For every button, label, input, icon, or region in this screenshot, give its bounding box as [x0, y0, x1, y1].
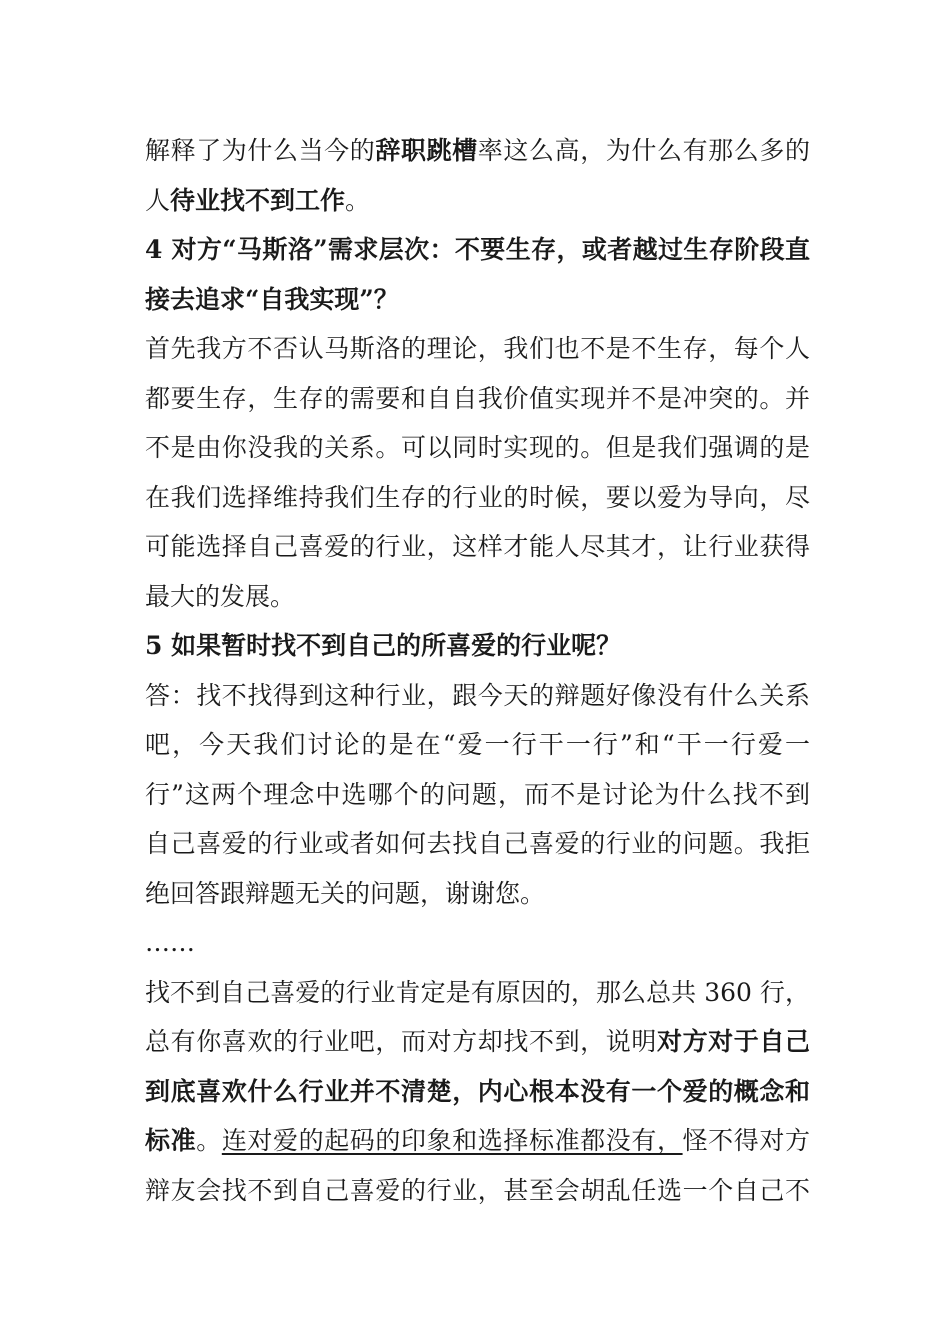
paragraph-line: 辩友会找不到自己喜爱的行业，甚至会胡乱任选一个自己不	[145, 1175, 810, 1205]
text-run: 解释了为什么当今的	[145, 136, 376, 165]
paragraph-line: 找不到自己喜爱的行业肯定是有原因的，那么总共 360 行，	[145, 977, 810, 1007]
answer-4-line: 在我们选择维持我们生存的行业的时候，要以爱为导向，尽	[145, 482, 810, 512]
answer-5-line: 绝回答跟辩题无关的问题，谢谢您。	[145, 878, 546, 908]
answer-5-line: 吧，今天我们讨论的是在“爱一行干一行”和“干一行爱一	[145, 730, 810, 759]
paragraph-line	[145, 126, 810, 176]
answer-4-line: 首先我方不否认马斯洛的理论，我们也不是不生存，每个人	[145, 334, 810, 363]
text-run: 人	[145, 185, 171, 215]
question-4-heading-line: 接去追求“自我实现”？	[145, 284, 399, 314]
answer-4-line: 不是由你没我的关系。可以同时实现的。但是我们强调的是	[145, 433, 810, 462]
paragraph-line	[145, 176, 810, 226]
answer-4-line: 可能选择自己喜爱的行业，这样才能人尽其才，让行业获得	[145, 532, 810, 561]
text-run: 率这么高，为什么有那么多的	[477, 136, 810, 165]
bold-text-run: 待业找不到工作	[170, 185, 346, 215]
answer-5-line: 行”这两个理念中选哪个的问题，而不是讨论为什么找不到	[145, 779, 810, 809]
bold-paragraph-line: 到底喜欢什么行业并不清楚，内心根本没有一个爱的概念和	[145, 1076, 810, 1106]
paragraph-line	[145, 1116, 810, 1166]
text-run: 总有你喜欢的行业吧，而对方却找不到，说明	[145, 1027, 657, 1056]
answer-4-line: 都要生存，生存的需要和自自我价值实现并不是冲突的。并	[145, 383, 810, 413]
text-run: 。	[345, 185, 371, 215]
ellipsis: ……	[145, 928, 195, 957]
text-run: 怪不得对方	[682, 1126, 810, 1155]
bold-text-run: 对方对于自己	[656, 1027, 810, 1056]
bold-text-run: 辞职跳槽	[375, 136, 478, 165]
underlined-text-run: 连对爱的起码的印象和选择标准都没有，	[221, 1126, 683, 1155]
answer-4-line: 最大的发展。	[145, 581, 296, 611]
answer-5-line: 答：找不找得到这种行业，跟今天的辩题好像没有什么关系	[145, 680, 810, 710]
question-5-heading: 5 如果暂时找不到自己的所喜爱的行业呢？	[145, 631, 622, 660]
question-4-heading-line: 4 对方“马斯洛”需求层次：不要生存，或者越过生存阶段直	[145, 235, 810, 264]
text-run: 。	[196, 1126, 222, 1155]
document-body	[145, 126, 810, 1215]
paragraph-line	[145, 1017, 810, 1067]
answer-5-line: 自己喜爱的行业或者如何去找自己喜爱的行业的问题。我拒	[145, 829, 810, 858]
bold-text-run: 标准	[145, 1126, 197, 1155]
